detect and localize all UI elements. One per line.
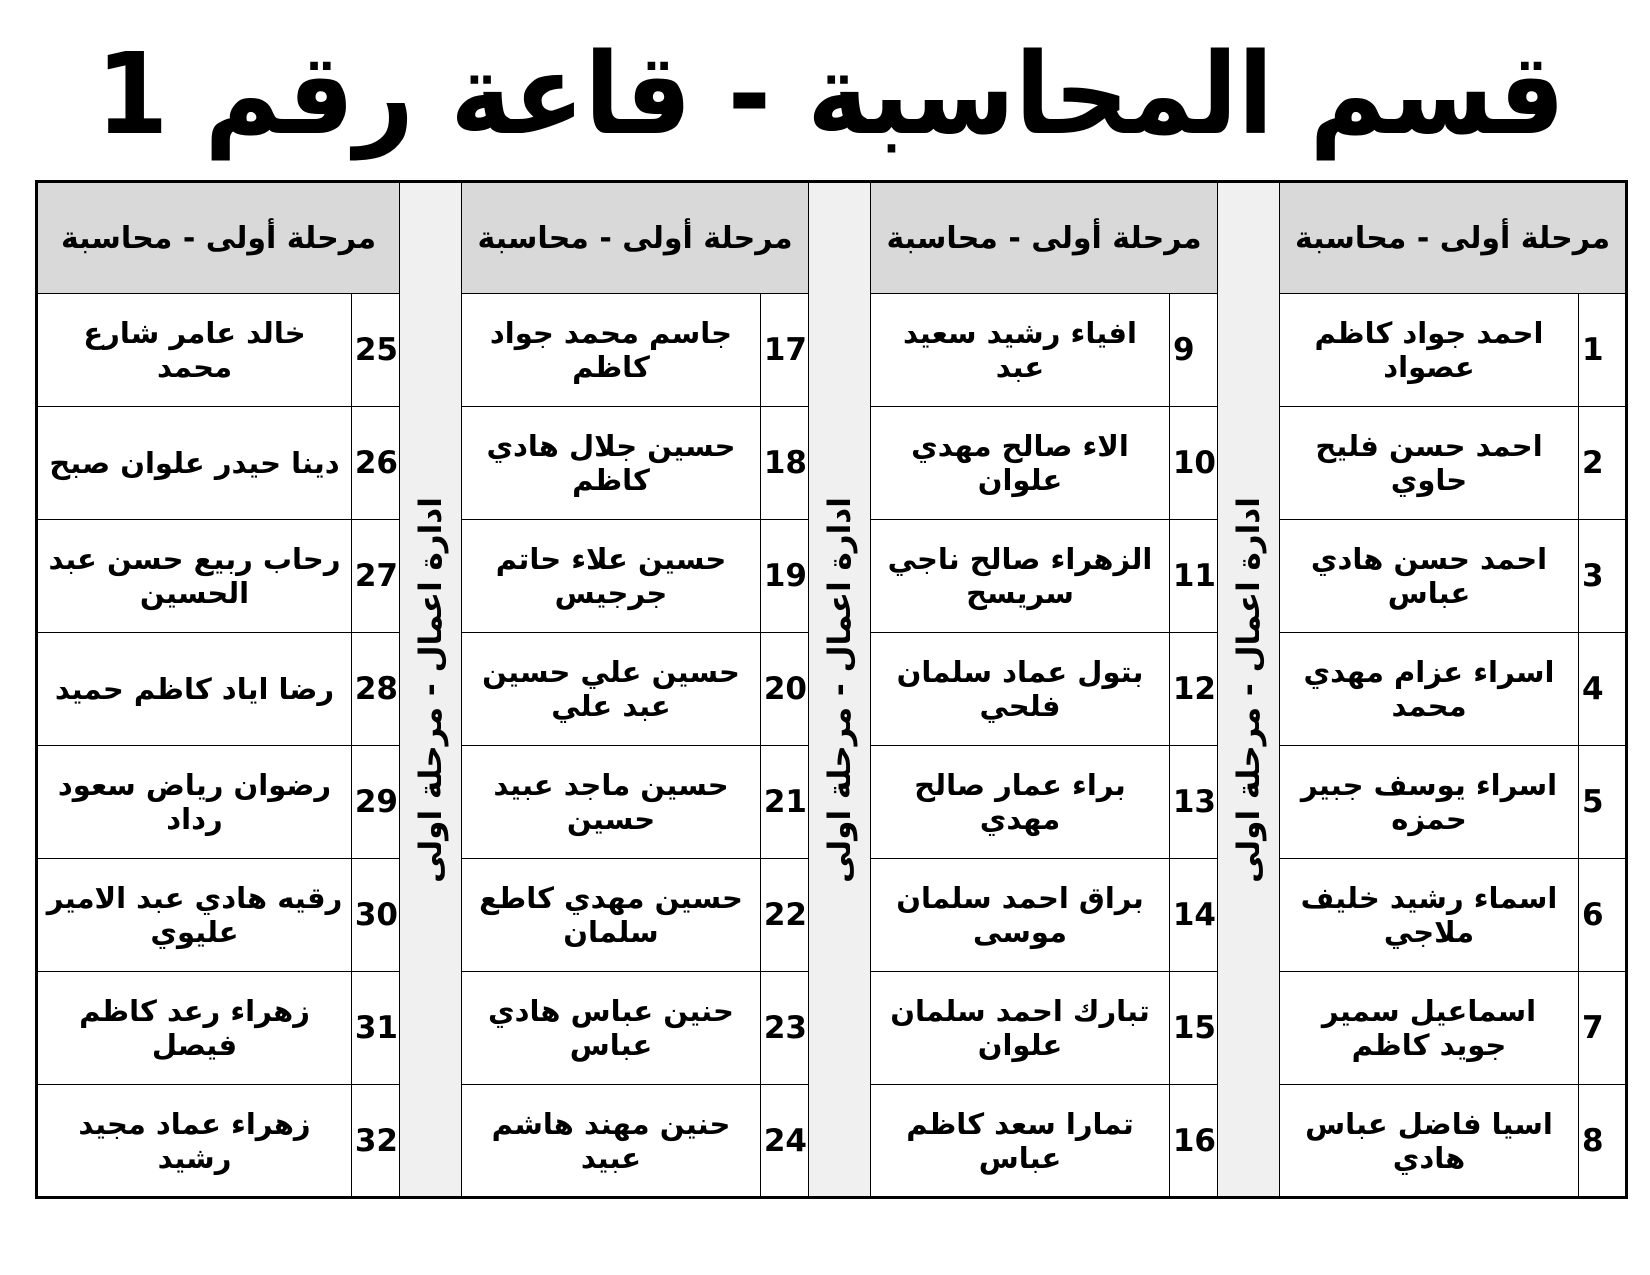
student-number: 26	[352, 407, 400, 520]
group-header: مرحلة أولى - محاسبة	[1280, 182, 1627, 294]
group-header: مرحلة أولى - محاسبة	[462, 182, 809, 294]
student-name: احمد حسن فليح حاوي	[1280, 407, 1579, 520]
divider-strip	[809, 182, 871, 1198]
student-number: 11	[1170, 520, 1218, 633]
student-number: 16	[1170, 1085, 1218, 1198]
student-name: رحاب ربيع حسن عبد الحسين	[37, 520, 352, 633]
divider-label: ادارة اعمال - مرحلة اولى	[1230, 496, 1267, 883]
student-name: حسين ماجد عبيد حسين	[462, 746, 761, 859]
student-name: اسراء عزام مهدي محمد	[1280, 633, 1579, 746]
student-name: حسين جلال هادي كاظم	[462, 407, 761, 520]
student-number: 31	[352, 972, 400, 1085]
student-number: 1	[1579, 294, 1627, 407]
student-number: 25	[352, 294, 400, 407]
student-number: 30	[352, 859, 400, 972]
student-name: اسراء يوسف جبير حمزه	[1280, 746, 1579, 859]
student-name: زهراء عماد مجيد رشيد	[37, 1085, 352, 1198]
student-name: اسماء رشيد خليف ملاجي	[1280, 859, 1579, 972]
student-number: 7	[1579, 972, 1627, 1085]
student-name: براء عمار صالح مهدي	[871, 746, 1170, 859]
student-name: الزهراء صالح ناجي سريسح	[871, 520, 1170, 633]
divider-strip	[1218, 182, 1280, 1198]
student-name: حنين مهند هاشم عبيد	[462, 1085, 761, 1198]
student-name: اسماعيل سمير جويد كاظم	[1280, 972, 1579, 1085]
student-number: 2	[1579, 407, 1627, 520]
student-name: خالد عامر شارع محمد	[37, 294, 352, 407]
student-name: دينا حيدر علوان صبح	[37, 407, 352, 520]
group-header: مرحلة أولى - محاسبة	[871, 182, 1218, 294]
student-number: 17	[761, 294, 809, 407]
header-row	[37, 182, 1627, 294]
student-number: 24	[761, 1085, 809, 1198]
student-number: 21	[761, 746, 809, 859]
student-name: حسين مهدي كاطع سلمان	[462, 859, 761, 972]
student-name: تمارا سعد كاظم عباس	[871, 1085, 1170, 1198]
page-title: قسم المحاسبة - قاعة رقم 1	[95, 28, 1566, 160]
student-name: حسين علاء حاتم جرجيس	[462, 520, 761, 633]
student-name: تبارك احمد سلمان علوان	[871, 972, 1170, 1085]
student-number: 8	[1579, 1085, 1627, 1198]
student-name: رقيه هادي عبد الامير عليوي	[37, 859, 352, 972]
student-name: رضا اياد كاظم حميد	[37, 633, 352, 746]
student-name: بتول عماد سلمان فلحي	[871, 633, 1170, 746]
student-number: 12	[1170, 633, 1218, 746]
divider-strip	[400, 182, 462, 1198]
student-name: احمد جواد كاظم عصواد	[1280, 294, 1579, 407]
student-number: 23	[761, 972, 809, 1085]
student-number: 6	[1579, 859, 1627, 972]
student-number: 32	[352, 1085, 400, 1198]
student-number: 19	[761, 520, 809, 633]
student-number: 14	[1170, 859, 1218, 972]
student-number: 9	[1170, 294, 1218, 407]
student-number: 27	[352, 520, 400, 633]
student-number: 10	[1170, 407, 1218, 520]
student-name: جاسم محمد جواد كاظم	[462, 294, 761, 407]
student-number: 3	[1579, 520, 1627, 633]
student-number: 4	[1579, 633, 1627, 746]
student-name: اسيا فاضل عباس هادي	[1280, 1085, 1579, 1198]
student-name: زهراء رعد كاظم فيصل	[37, 972, 352, 1085]
student-name: الاء صالح مهدي علوان	[871, 407, 1170, 520]
divider-label: ادارة اعمال - مرحلة اولى	[821, 496, 858, 883]
student-number: 13	[1170, 746, 1218, 859]
student-number: 22	[761, 859, 809, 972]
student-name: براق احمد سلمان موسى	[871, 859, 1170, 972]
student-name: رضوان رياض سعود رداد	[37, 746, 352, 859]
student-name: حنين عباس هادي عباس	[462, 972, 761, 1085]
seating-table	[35, 180, 1628, 1199]
student-number: 28	[352, 633, 400, 746]
student-number: 15	[1170, 972, 1218, 1085]
student-number: 29	[352, 746, 400, 859]
student-number: 5	[1579, 746, 1627, 859]
student-name: احمد حسن هادي عباس	[1280, 520, 1579, 633]
student-number: 20	[761, 633, 809, 746]
divider-label: ادارة اعمال - مرحلة اولى	[412, 496, 449, 883]
student-name: افياء رشيد سعيد عبد	[871, 294, 1170, 407]
group-header: مرحلة أولى - محاسبة	[37, 182, 400, 294]
student-number: 18	[761, 407, 809, 520]
student-name: حسين علي حسين عبد علي	[462, 633, 761, 746]
